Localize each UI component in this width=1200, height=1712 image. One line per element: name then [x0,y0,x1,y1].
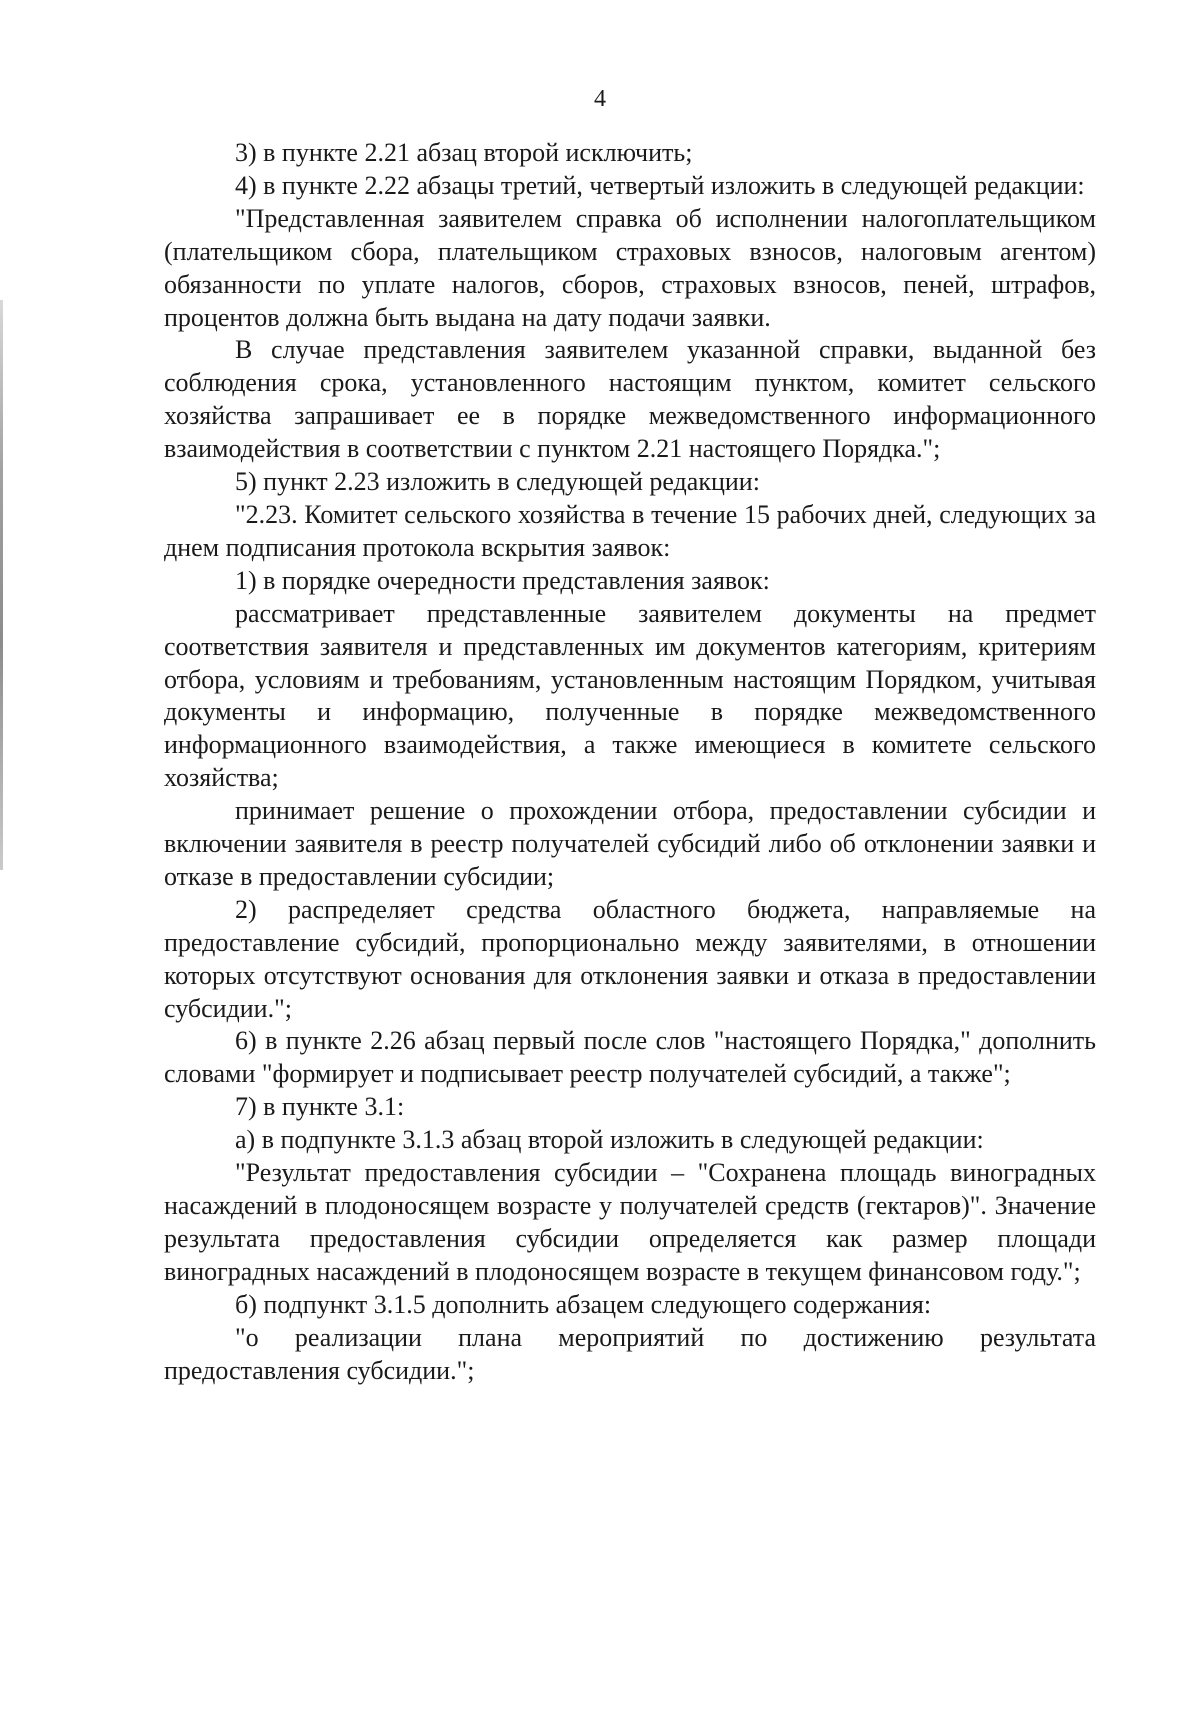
paragraph-13: а) в подпункте 3.1.3 абзац второй изложить в следующей редакции: [235,1125,984,1155]
paragraph-2: 4) в пункте 2.22 абзацы третий, четвертый изложить в следующей редакции: [235,170,1085,200]
paragraph-15: б) подпункт 3.1.5 дополнить абзацем следующего содержания: [235,1289,932,1319]
paragraph-8: рассматривает представленные заявителем документы на предмет соответствия заявителя и представленных им документов категориям, критериям отбора, условиям и требованиям, установленным настоящим Порядком, учитывая документы и информацию, полученные в порядке межведомственного информационного взаимодействия, а также имеющиеся в комитете сельского хозяйства; [164,598,1096,793]
paragraph-12: 7) в пункте 3.1: [235,1092,405,1122]
page-number: 4 [594,86,606,112]
scan-edge-shadow [0,300,3,870]
document-body [164,137,1096,1387]
paragraph-1: 3) в пункте 2.21 абзац второй исключить; [235,138,693,167]
paragraph-3: "Представленная заявителем справка об исполнении налогоплательщиком (плательщиком сбора, плательщиком страховых взносов, налоговым агентом) обязанности по уплате налогов, сборов, страховых взносов, пеней, штрафов, процентов должна быть выдана на дату подачи заявки. [164,203,1096,332]
paragraph-6: "2.23. Комитет сельского хозяйства в течение 15 рабочих дней, следующих за днем подписания протокола вскрытия заявок: [164,499,1096,562]
paragraph-9: принимает решение о прохождении отбора, предоставлении субсидии и включении заявителя в реестр получателей субсидий либо об отклонении заявки и отказе в предоставлении субсидии; [164,796,1096,891]
paragraph-11: 6) в пункте 2.26 абзац первый после слов "настоящего Порядка," дополнить словами "формирует и подписывает реестр получателей субсидий, а также"; [164,1026,1096,1089]
paragraph-10: 2) распределяет средства областного бюджета, направляемые на предоставление субсидий, пропорционально между заявителями, в отношении которых отсутствуют основания для отклонения заявки и отказа в предоставлении субсидии."; [164,894,1096,1023]
paragraph-4: В случае представления заявителем указанной справки, выданной без соблюдения срока, установленного настоящим пунктом, комитет сельского хозяйства запрашивает ее в порядке межведомственного информационного взаимодействия в соответствии с пунктом 2.21 настоящего Порядка."; [164,335,1096,464]
paragraph-16: "о реализации плана мероприятий по достижению результата предоставления субсидии."; [164,1322,1096,1385]
paragraph-7: 1) в порядке очередности представления заявок: [235,565,770,595]
paragraph-5: 5) пункт 2.23 изложить в следующей редакции: [235,467,760,497]
paragraph-14: "Результат предоставления субсидии – "Сохранена площадь виноградных насаждений в плодоносящем возрасте у получателей средств (гектаров)". Значение результата предоставления субсидии определяется как размер площади виноградных насаждений в плодоносящем возрасте в текущем финансовом году."; [164,1158,1096,1286]
